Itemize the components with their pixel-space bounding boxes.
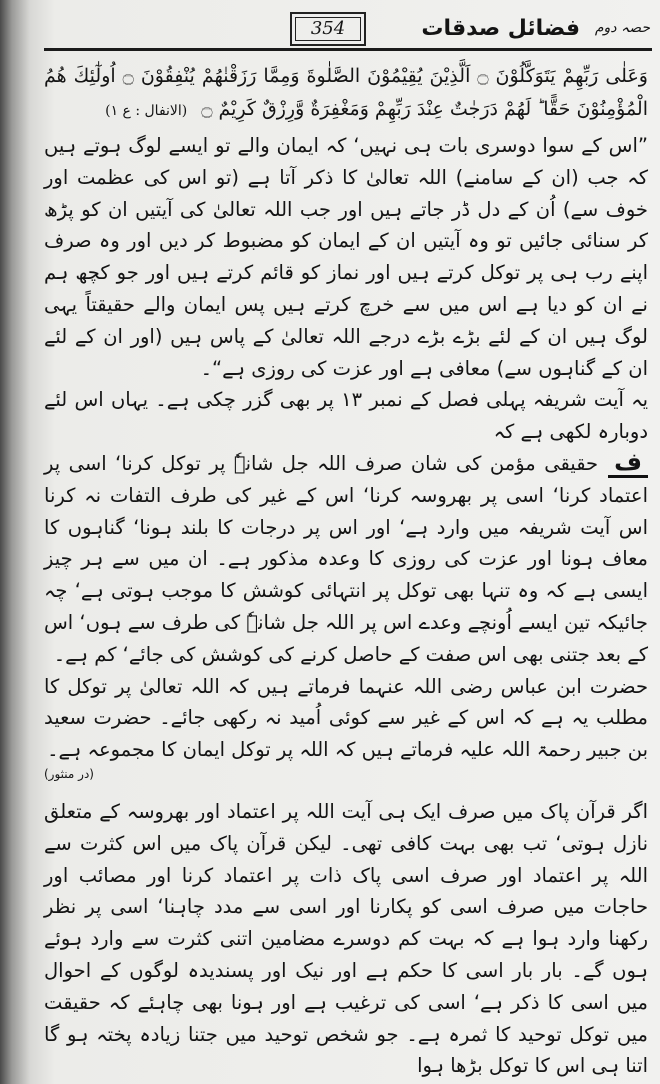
spacer: [44, 782, 648, 796]
note-paragraph: یہ آیت شریفہ پہلی فصل کے نمبر ۱۳ پر بھی گزر چکی ہے۔ یہاں اس لئے دوبارہ لکھی ہے کہ: [44, 388, 649, 444]
page-header: [40, 10, 650, 50]
ibn-abbas-paragraph: حضرت ابن عباس رضی اللہ عنہما فرماتے ہیں کہ اللہ تعالیٰ پر توکل کا مطلب یہ ہے کہ اس کے غیر سے کوئی اُمید نہ رکھی جائے۔ حضرت سعید بن جبیر رحمۃ اللہ علیہ فرماتے ہیں کہ اللہ پر توکل ایمان کا مجموعہ ہے۔: [44, 674, 648, 762]
fa-section: [44, 448, 648, 671]
part-label: حصہ دوم: [594, 20, 650, 36]
translation-paragraph: ”اس کے سوا دوسری بات ہی نہیں‘ کہ ایمان والے تو ایسے لوگ ہوتے ہیں کہ جب (ان کے سامنے) اللہ تعالیٰ کا ذکر آتا ہے (تو اس کی عظمت اور خوف سے) اُن کے دل ڈر جاتے ہیں اور جب اللہ تعالیٰ کی آیتیں ان کو پڑھ کر سنائی جائیں تو وہ آیتیں ان کے ایمان کو مضبوط کر دیں اور وہ صرف اپنے رب ہی پر توکل کرتے ہیں اور نماز کو قائم کرتے ہیں اور جو کچھ ہم نے ان کو دیا ہے اس میں سے خرچ کرتے ہیں پس ایمان والے حقیقتاً یہی لوگ ہیں ان کے لئے بڑے بڑے درجے اللہ تعالیٰ کے پاس ہیں (اور ان کے لئے ان کے گناہوں سے) معافی ہے اور عزت کی روزی ہے“۔: [44, 134, 648, 380]
fa-marker: ف: [608, 449, 648, 478]
fa-text: حقیقی مؤمن کی شان صرف اللہ جل شانہٗ پر توکل کرنا‘ اسی پر اعتماد کرنا‘ اسی پر بھروسہ کرنا‘ اس کے غیر کی طرف التفات نہ کرنا اس آیت شریفہ میں وارد ہے‘ اور اس پر درجات کا بلند ہونا‘ گناہوں کا معاف ہونا اور عزت کی روزی کا وعدہ مذکور ہے۔ ان میں سے ہر چیز ایسی ہے کہ وہ تنہا بھی توکل پر انتہائی کوشش کا موجب ہوتی ہے‘ چہ جائیکہ تین ایسے اُونچے وعدے اس پر اللہ جل شانہٗ کی طرف سے ہوں‘ اس کے بعد جتنی بھی اس صفت کے حاصل کرنے کی کوشش کی جائے‘ کم ہے۔: [44, 451, 648, 666]
verse-text: وَعَلٰی رَبِّهِمْ يَتَوَكَّلُوْنَ ۝ اَلَّذِيْنَ يُقِيْمُوْنَ الصَّلٰوةَ وَمِمَّا رَزَقْنٰهُمْ يُنْفِقُوْنَ ۝ اُولٰٓئِكَ هُمُ الْمُؤْمِنُوْنَ حَقًّا ؕ لَهُمْ دَرَجٰتٌ عِنْدَ رَبِّهِمْ وَمَغْفِرَةٌ وَّرِزْقٌ كَرِيْمٌ ۝: [44, 65, 648, 120]
quran-verse: [44, 60, 648, 128]
final-paragraph: اگر قرآن پاک میں صرف ایک ہی آیت اللہ پر اعتماد اور بھروسہ کے متعلق نازل ہوتی‘ تب بھی بہت کافی تھی۔ لیکن قرآن پاک میں اس کثرت سے اللہ پر اعتماد اور صرف اسی پاک ذات پر اعتماد کرنا اور مصائب اور حاجات میں صرف اسی کو پکارنا اور اسی سے مدد چاہنا‘ اسی پر نظر رکھنا وارد ہوا ہے کہ بہت کم دوسرے مضامین اتنی کثرت سے وارد ہوئے ہوں گے۔ بار بار اسی کا حکم ہے اور نیک اور پسندیدہ لوگوں کے احوال میں اسی کا ذکر ہے‘ اسی کی ترغیب ہے اور ہونا بھی چاہئے کہ حقیقت میں توکل توحید کا ثمرہ ہے۔ جو شخص توحید میں جتنا زیادہ پختہ ہو گا اتنا ہی اس کا توکل بڑھا ہوا: [44, 799, 648, 1078]
verse-reference: (الانفال : ع ۱): [105, 103, 188, 119]
book-title: فضائل صدقات: [421, 16, 580, 41]
page-number-box: 354: [290, 12, 366, 46]
durr-reference: (در منثور): [44, 766, 94, 781]
page-body: [44, 60, 648, 1084]
header-rule: [44, 48, 652, 51]
